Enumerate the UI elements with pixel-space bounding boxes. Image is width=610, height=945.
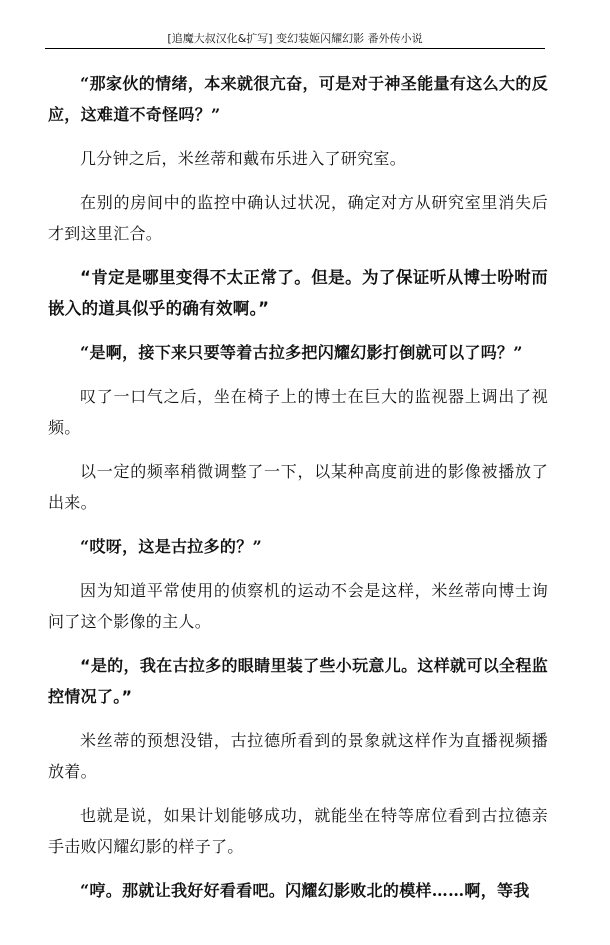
paragraph-dialogue-3: “是啊，接下来只要等着古拉多把闪耀幻影打倒就可以了吗？” [80, 343, 523, 362]
paragraph-narration-7: 也就是说，如果计划能够成功，就能坐在特等席位看到古拉德亲手击败闪耀幻影的样子了。 [48, 806, 548, 856]
paragraph-dialogue-5: “是的，我在古拉多的眼睛里装了些小玩意儿。这样就可以全程监控情况了。” [48, 656, 548, 706]
paragraph-narration-3: 叹了一口气之后，坐在椅子上的博士在巨大的监视器上调出了视频。 [48, 387, 548, 437]
page-header: [追魔大叔汉化&扩写] 变幻装姬闪耀幻影 番外传小说 [45, 32, 545, 49]
paragraph-dialogue-4: “哎呀，这是古拉多的？” [80, 537, 263, 556]
paragraph-dialogue-1: “那家伙的情绪，本来就很亢奋，可是对于神圣能量有这么大的反应，这难道不奇怪吗？” [48, 74, 548, 124]
paragraph-narration-1: 几分钟之后，米丝蒂和戴布乐进入了研究室。 [80, 149, 407, 168]
paragraph-narration-5: 因为知道平常使用的侦察机的运动不会是这样，米丝蒂向博士询问了这个影像的主人。 [48, 581, 548, 631]
paragraph-narration-6: 米丝蒂的预想没错，古拉德所看到的景象就这样作为直播视频播放着。 [48, 731, 548, 781]
paragraph-dialogue-6: “哼。那就让我好好看看吧。闪耀幻影败北的模样……啊，等我 [80, 881, 530, 900]
paragraph-narration-2: 在别的房间中的监控中确认过状况，确定对方从研究室里消失后才到这里汇合。 [48, 193, 548, 243]
novel-text-body [48, 68, 548, 919]
paragraph-dialogue-2: “肯定是哪里变得不太正常了。但是。为了保证听从博士吩咐而嵌入的道具似乎的确有效啊。” [48, 268, 548, 318]
paragraph-narration-4: 以一定的频率稍微调整了一下，以某种高度前进的影像被播放了出来。 [48, 462, 548, 512]
